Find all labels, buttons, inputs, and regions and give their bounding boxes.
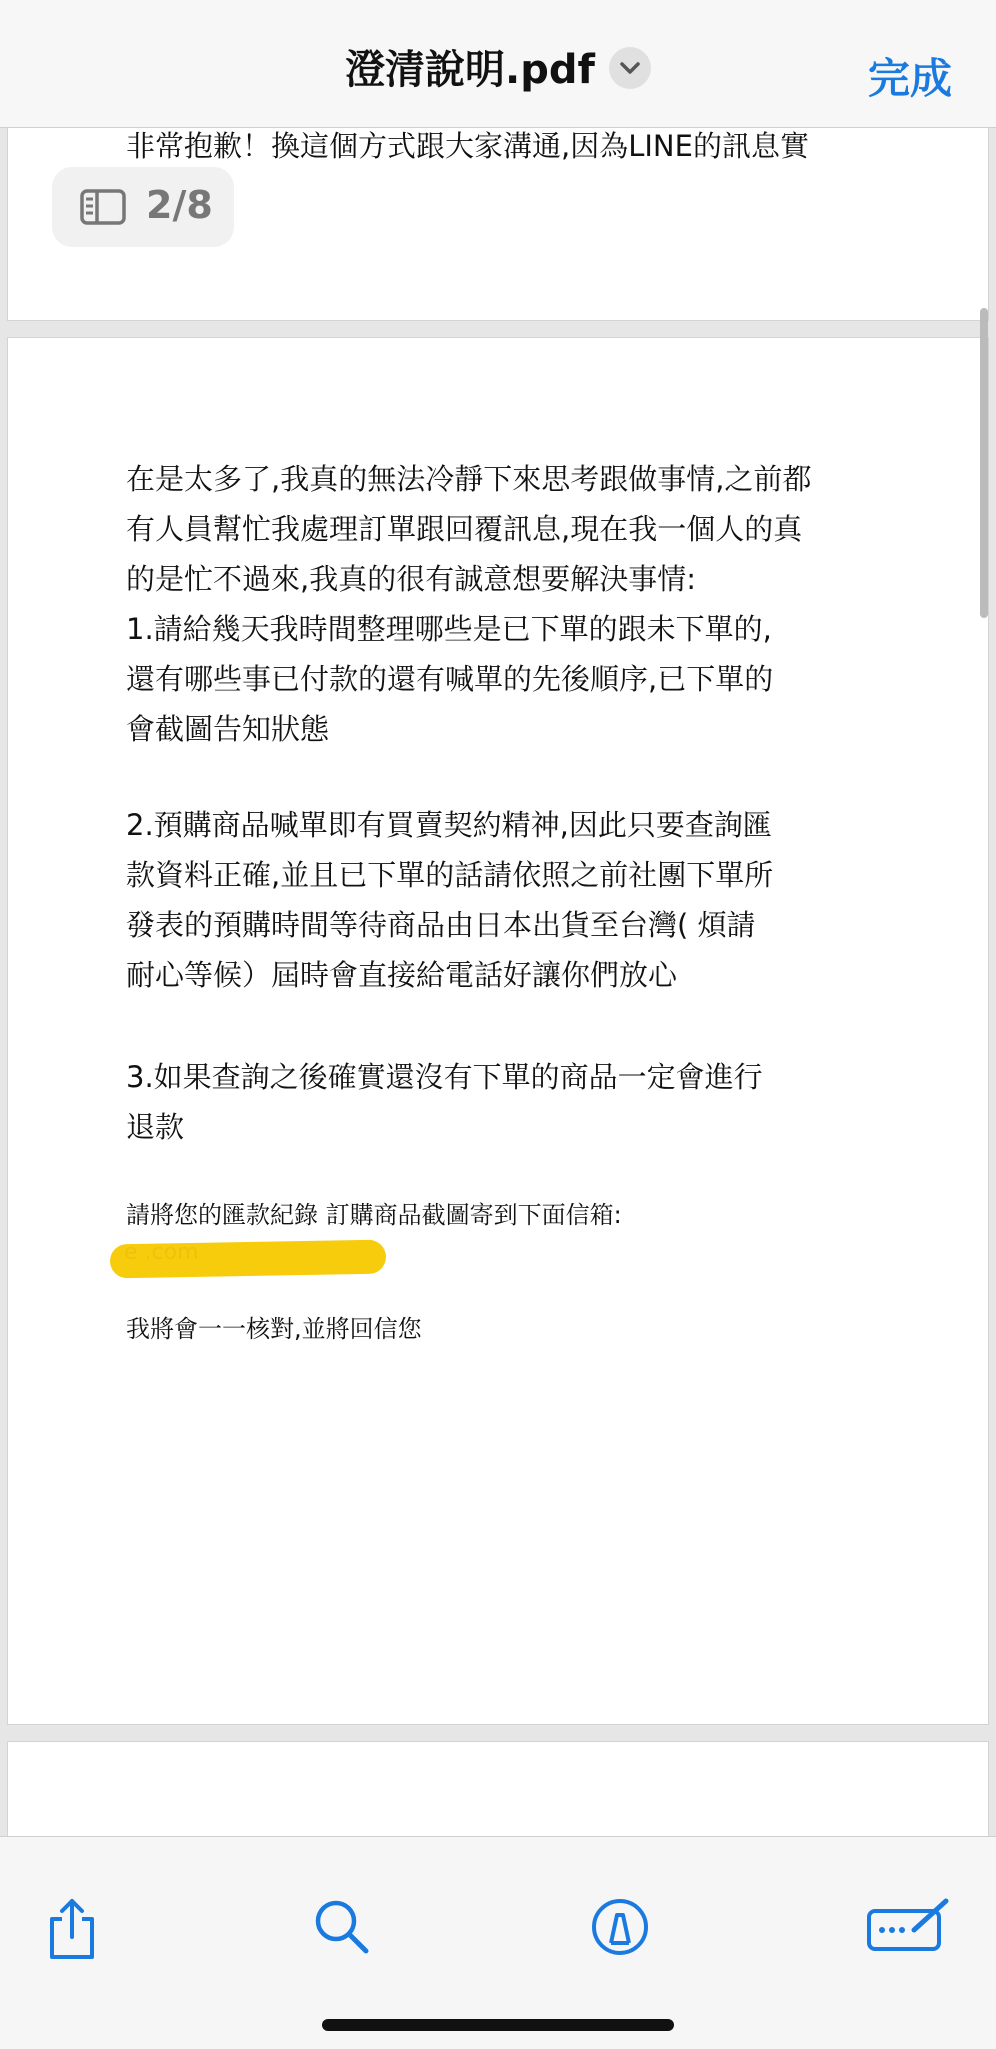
- navigation-bar: [0, 0, 996, 128]
- paragraph-1: 在是太多了,我真的無法冷靜下來思考跟做事情,之前都 有人員幫忙我處理訂單跟回覆訊息,現在我一個人的真 的是忙不過來,我真的很有誠意想要解決事情: 1.請給幾天我時間整理哪些是已下單的跟未下單的, 還有哪些事已付款的還有喊單的先後順序,已下單的 會截圖告知狀態: [126, 462, 812, 746]
- sidebar-icon: [80, 189, 126, 225]
- pdf-page-3: [8, 1742, 988, 1842]
- bottom-toolbar: [0, 1836, 996, 2049]
- page-indicator-label: 2/8: [146, 183, 213, 227]
- email-instruction: 請將您的匯款紀錄 訂購商品截圖寄到下面信箱:: [126, 1201, 622, 1229]
- document-title: 澄清說明.pdf: [345, 47, 595, 93]
- share-icon[interactable]: [44, 1897, 100, 1965]
- pdf-page-2: [8, 338, 988, 1724]
- document-title-button[interactable]: [0, 44, 996, 96]
- done-button[interactable]: 完成: [867, 54, 952, 103]
- form-fill-icon[interactable]: [866, 1897, 950, 1957]
- page-indicator-button[interactable]: [52, 167, 234, 247]
- search-icon[interactable]: [312, 1897, 372, 1961]
- paragraph-3: 3.如果查詢之後確實還沒有下單的商品一定會進行 退款: [126, 1060, 763, 1144]
- paragraph-2: 2.預購商品喊單即有買賣契約精神,因此只要查詢匯 款資料正確,並且已下單的話請依照之前社團下單所 發表的預購時間等待商品由日本出貨至台灣( 煩請 耐心等候）屆時會直接給電話好讓你們放心: [126, 808, 774, 992]
- page1-text: 非常抱歉！換這個方式跟大家溝通,因為LINE的訊息實: [126, 129, 809, 163]
- closing-text: 我將會一一核對,並將回信您: [126, 1315, 422, 1343]
- scrollbar[interactable]: [980, 308, 988, 618]
- markup-icon[interactable]: [590, 1897, 650, 1961]
- home-indicator[interactable]: [322, 2019, 674, 2031]
- chevron-down-icon[interactable]: [609, 47, 651, 89]
- redaction-highlight: [110, 1240, 387, 1279]
